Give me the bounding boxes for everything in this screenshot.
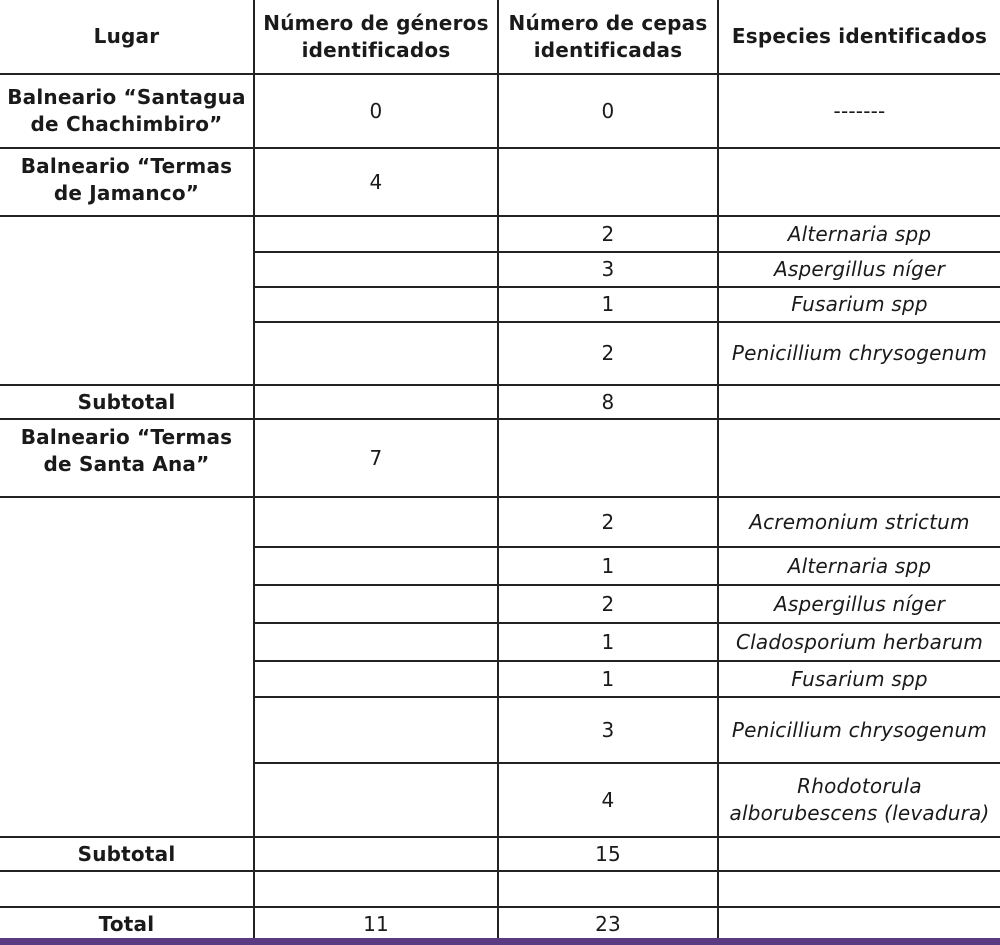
species-cell: Alternaria spp xyxy=(718,216,1000,252)
table-row xyxy=(0,216,1000,252)
place-cell: Balneario “Santagua de Chachimbiro” xyxy=(0,74,254,148)
species-cell: Rhodotorula alborubescens (levadura) xyxy=(718,763,1000,837)
species-cell xyxy=(718,837,1000,871)
cepas-cell xyxy=(498,419,718,497)
bottom-accent-bar xyxy=(0,938,1000,945)
species-cell: Penicillium chrysogenum xyxy=(718,322,1000,385)
table-row xyxy=(0,74,1000,148)
table-row xyxy=(0,497,1000,547)
table-header-row xyxy=(0,0,1000,74)
table-row xyxy=(0,837,1000,871)
generos-cell xyxy=(254,216,498,252)
place-cell xyxy=(0,216,254,385)
subtotal-label: Subtotal xyxy=(0,385,254,419)
cepas-cell: 2 xyxy=(498,585,718,623)
cepas-cell: 2 xyxy=(498,322,718,385)
cepas-cell xyxy=(498,871,718,907)
total-row xyxy=(0,907,1000,941)
cepas-cell: 1 xyxy=(498,661,718,697)
cepas-cell: 1 xyxy=(498,623,718,661)
species-cell: Fusarium spp xyxy=(718,287,1000,322)
subtotal-value: 15 xyxy=(498,837,718,871)
species-cell: Alternaria spp xyxy=(718,547,1000,585)
species-cell: Fusarium spp xyxy=(718,661,1000,697)
generos-cell xyxy=(254,252,498,287)
generos-cell xyxy=(254,763,498,837)
cepas-cell: 2 xyxy=(498,497,718,547)
place-cell: Balneario “Termas de Santa Ana” xyxy=(0,419,254,497)
species-cell xyxy=(718,148,1000,216)
generos-cell xyxy=(254,287,498,322)
species-cell: ------- xyxy=(718,74,1000,148)
cepas-cell: 0 xyxy=(498,74,718,148)
subtotal-value: 8 xyxy=(498,385,718,419)
cepas-cell xyxy=(498,148,718,216)
species-cell xyxy=(718,419,1000,497)
place-cell xyxy=(0,497,254,837)
generos-cell xyxy=(254,385,498,419)
generos-cell: 0 xyxy=(254,74,498,148)
generos-cell xyxy=(254,871,498,907)
generos-cell xyxy=(254,623,498,661)
generos-cell: 7 xyxy=(254,419,498,497)
species-cell xyxy=(718,385,1000,419)
table-row xyxy=(0,419,1000,497)
species-cell: Aspergillus níger xyxy=(718,585,1000,623)
cepas-cell: 4 xyxy=(498,763,718,837)
generos-cell xyxy=(254,497,498,547)
generos-cell: 4 xyxy=(254,148,498,216)
species-cell: Aspergillus níger xyxy=(718,252,1000,287)
header-numero-generos: Número de géneros identificados xyxy=(254,0,498,74)
generos-cell xyxy=(254,697,498,763)
header-lugar: Lugar xyxy=(0,0,254,74)
cepas-cell: 3 xyxy=(498,252,718,287)
species-cell xyxy=(718,871,1000,907)
place-cell: Balneario “Termas de Jamanco” xyxy=(0,148,254,216)
cepas-cell: 1 xyxy=(498,287,718,322)
empty-row xyxy=(0,871,1000,907)
species-cell: Penicillium chrysogenum xyxy=(718,697,1000,763)
species-cell xyxy=(718,907,1000,941)
generos-cell xyxy=(254,585,498,623)
cepas-cell: 3 xyxy=(498,697,718,763)
header-especies: Especies identificados xyxy=(718,0,1000,74)
header-numero-cepas: Número de cepas identificadas xyxy=(498,0,718,74)
generos-cell xyxy=(254,661,498,697)
generos-cell xyxy=(254,837,498,871)
table-row xyxy=(0,148,1000,216)
total-label: Total xyxy=(0,907,254,941)
table-row xyxy=(0,385,1000,419)
cepas-cell: 1 xyxy=(498,547,718,585)
subtotal-label: Subtotal xyxy=(0,837,254,871)
cepas-cell: 2 xyxy=(498,216,718,252)
total-generos: 11 xyxy=(254,907,498,941)
species-cell: Cladosporium herbarum xyxy=(718,623,1000,661)
generos-cell xyxy=(254,322,498,385)
place-cell xyxy=(0,871,254,907)
generos-cell xyxy=(254,547,498,585)
species-cell: Acremonium strictum xyxy=(718,497,1000,547)
total-cepas: 23 xyxy=(498,907,718,941)
